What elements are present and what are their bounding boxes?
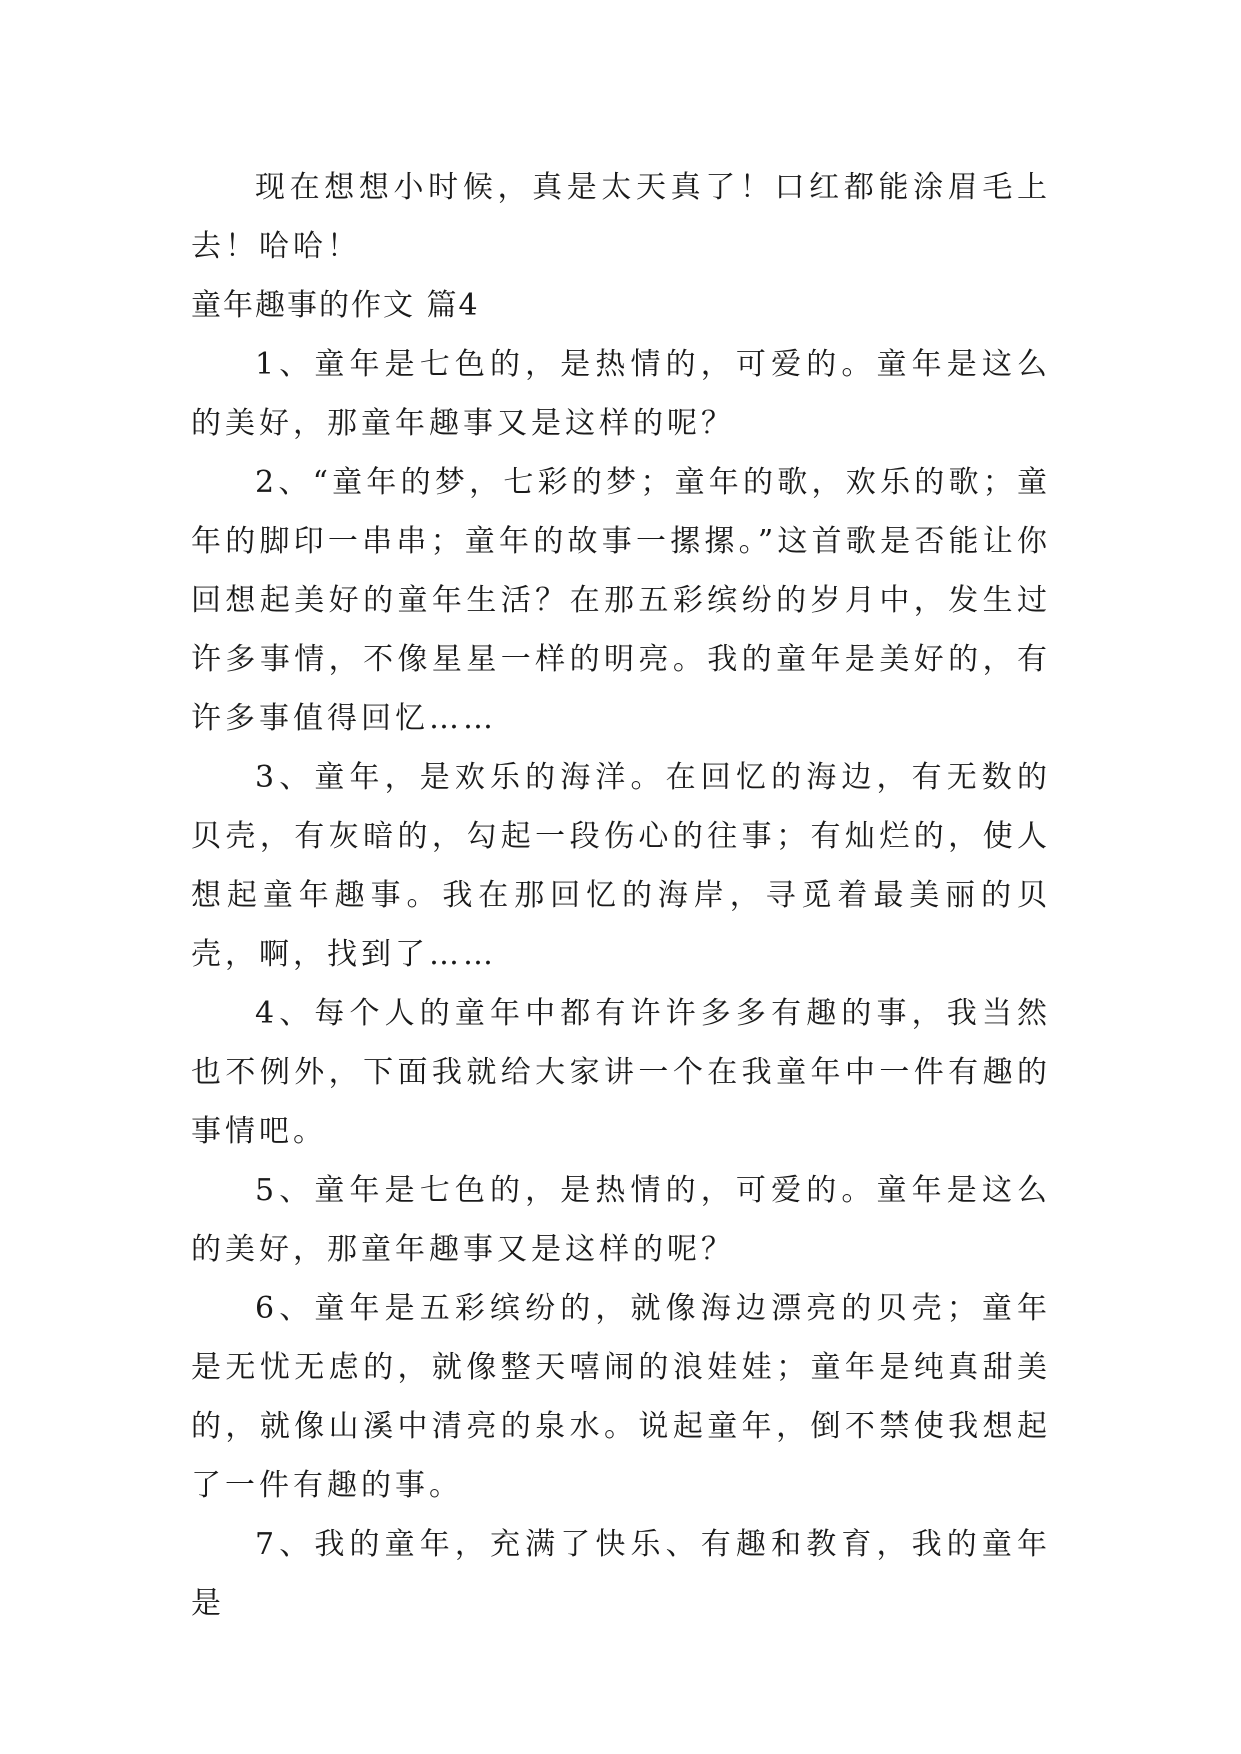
paragraph-item-3: 3、童年，是欢乐的海洋。在回忆的海边，有无数的贝壳，有灰暗的，勾起一段伤心的往事；有灿烂的，使人想起童年趣事。我在那回忆的海岸，寻觅着最美丽的贝壳，啊，找到了…… xyxy=(191,760,1051,972)
section-heading: 童年趣事的作文 篇4 xyxy=(191,288,480,323)
paragraph-item-2: 2、“童年的梦，七彩的梦；童年的歌，欢乐的歌；童年的脚印一串串；童年的故事一摞摞。”这首歌是否能让你回想起美好的童年生活？在那五彩缤纷的岁月中，发生过许多事情，不像星星一样的明亮。我的童年是美好的，有许多事值得回忆…… xyxy=(191,465,1051,736)
paragraph-item-6: 6、童年是五彩缤纷的，就像海边漂亮的贝壳；童年是无忧无虑的，就像整天嘻闹的浪娃娃；童年是纯真甜美的，就像山溪中清亮的泉水。说起童年，倒不禁使我想起了一件有趣的事。 xyxy=(191,1291,1051,1503)
paragraph-intro-end: 现在想想小时候，真是太天真了！口红都能涂眉毛上去！哈哈！ xyxy=(191,170,1051,264)
paragraph-item-7: 7、我的童年，充满了快乐、有趣和教育，我的童年是 xyxy=(191,1527,1051,1621)
paragraph-item-1: 1、童年是七色的，是热情的，可爱的。童年是这么的美好，那童年趣事又是这样的呢？ xyxy=(191,347,1051,441)
paragraph-item-4: 4、每个人的童年中都有许许多多有趣的事，我当然也不例外，下面我就给大家讲一个在我童年中一件有趣的事情吧。 xyxy=(191,996,1051,1149)
document-body xyxy=(191,158,1051,1633)
paragraph-item-5: 5、童年是七色的，是热情的，可爱的。童年是这么的美好，那童年趣事又是这样的呢？ xyxy=(191,1173,1051,1267)
